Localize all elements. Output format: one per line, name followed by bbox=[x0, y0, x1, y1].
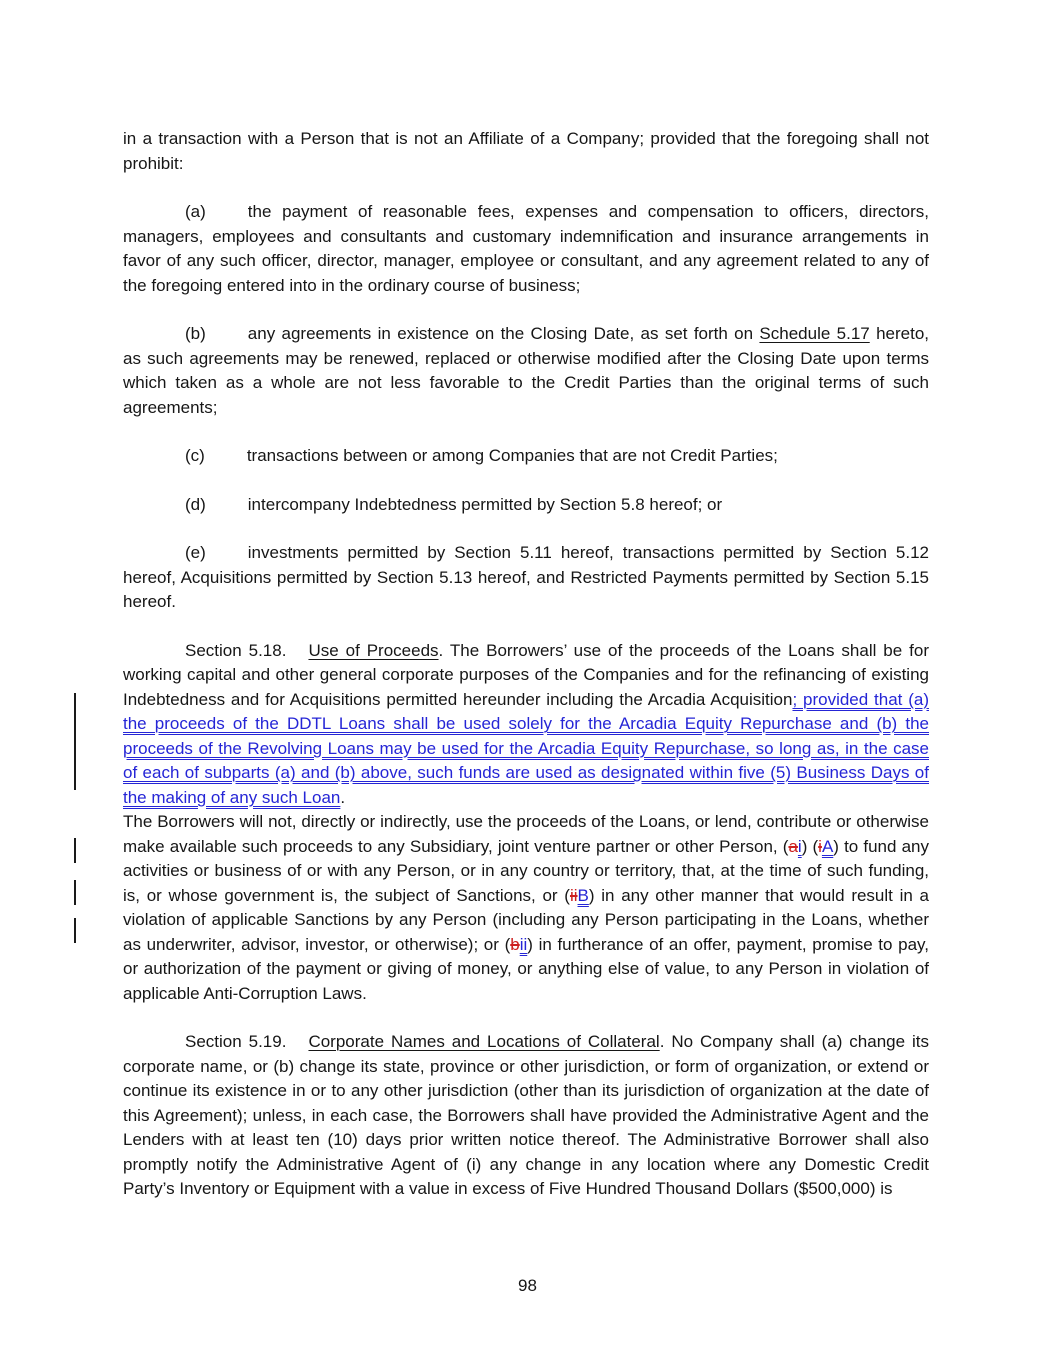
text-run: investments permitted by Section 5.11 hereof, transactions permitted by Section 5.12 hereof, Acquisitions permitted by Section 5.13 hereof, and Restricted Payments permitted by Section 5.15 hereof. bbox=[123, 543, 929, 611]
text-run: . bbox=[340, 787, 346, 807]
text-run: ) ( bbox=[801, 836, 819, 856]
inserted-text: ii bbox=[519, 934, 528, 954]
text-run: Section 5.19. bbox=[185, 1032, 287, 1051]
inserted-text: B bbox=[577, 885, 589, 905]
inserted-text: ; provided that (a) the proceeds of the DDTL Loans shall be used solely for the Arcadia Equity Repurchase and (b) the proceeds of the Revolving Loans may be used for the Arcadia Equity Repurchase, so long as, in the case of each of subparts (a) and (b) above, such funds are used as designated within five (5) Business Days of the making of any such Loan bbox=[123, 689, 929, 807]
paragraph-item-d bbox=[123, 493, 929, 518]
text-run: any agreements in existence on the Closing Date, as set forth on bbox=[247, 324, 760, 343]
text-run: hereto, as such agreements may be renewed, replaced or otherwise modified after the Closing Date upon terms which taken as a whole are not less favorable to the Credit Parties than the original terms of such agreements; bbox=[123, 324, 929, 417]
paragraph-item-c bbox=[123, 444, 929, 469]
inserted-text: A bbox=[821, 836, 834, 856]
deleted-text: b bbox=[510, 934, 520, 954]
text-run: The Borrowers will not, directly or indirectly, use the proceeds of the Loans, or lend, contribute or otherwise make available such proceeds to any Subsidiary, joint venture partner or other Person, ( bbox=[123, 812, 929, 856]
text-run: ) in any other manner that would result in a violation of applicable Sanctions by any Person (including any Person participating in the Loans, whether as underwriter, advisor, investor, or otherwise); or ( bbox=[123, 885, 929, 954]
text-run: (d) bbox=[185, 494, 206, 514]
paragraph-intro bbox=[123, 127, 929, 176]
change-bar bbox=[74, 880, 76, 905]
underlined-text: Corporate Names and Locations of Collateral bbox=[308, 1032, 660, 1051]
text-run: . No Company shall (a) change its corporate name, or (b) change its state, province or other jurisdiction, or form of organization, or extend or continue its existence in or to any other jurisdiction (other than its jurisdiction of organization at the date of this Agreement); unless, in each case, the Borrowers shall have provided the Administrative Agent and the Lenders with at least ten (10) days prior written notice thereof. The Administrative Borrower shall also promptly notify the Administrative Agent of (i) any change in any location where any Domestic Credit Party’s Inventory or Equipment with a value in excess of Five Hundred Thousand Dollars ($500,000) is bbox=[123, 1032, 930, 1198]
text-run: . The Borrowers’ use of the proceeds of the Loans shall be for working capital and other general corporate purposes of the Companies and for the refinancing of existing Indebtedness and for Acquisitions permitted hereunder including the Arcadia Acquisition bbox=[123, 640, 929, 709]
underlined-text: Use of Proceeds bbox=[308, 640, 439, 660]
text-run: the payment of reasonable fees, expenses and compensation to officers, directors, managers, employees and consultants and customary indemnification and insurance arrangements in favor of any such officer, director, manager, employee or consultant, and any agreement related to any of the foregoing entered into in the ordinary course of business; bbox=[123, 202, 929, 295]
document-body bbox=[123, 127, 929, 1202]
text-run: intercompany Indebtedness permitted by Section 5.8 hereof; or bbox=[247, 494, 723, 514]
change-bar bbox=[74, 918, 76, 943]
text-run: (e) bbox=[185, 543, 206, 562]
text-run: ) to fund any activities or business of or with any Person, or in any country or territory, that, at the time of such funding, is, or whose government is, the subject of Sanctions, or ( bbox=[123, 836, 929, 905]
text-run: Section 5.18. bbox=[185, 640, 287, 660]
text-run: (b) bbox=[185, 324, 206, 343]
text-run: in a transaction with a Person that is not an Affiliate of a Company; provided that the foregoing shall not prohibit: bbox=[123, 129, 929, 173]
deleted-text: i bbox=[818, 836, 822, 856]
paragraph-item-b bbox=[123, 322, 929, 420]
page-number: 98 bbox=[518, 1276, 537, 1295]
underlined-text: Schedule 5.17 bbox=[759, 324, 870, 343]
inserted-text: i bbox=[797, 836, 802, 856]
paragraph-item-e bbox=[123, 541, 929, 615]
text-run: transactions between or among Companies that are not Credit Parties; bbox=[246, 446, 778, 465]
text-run: (c) bbox=[185, 446, 205, 465]
change-bar bbox=[74, 838, 76, 863]
deleted-text: ii bbox=[569, 885, 578, 905]
paragraph-item-a bbox=[123, 200, 929, 298]
deleted-text: a bbox=[788, 836, 798, 856]
change-bar bbox=[74, 693, 76, 790]
paragraph-section-5-19 bbox=[123, 1030, 929, 1202]
text-run: (a) bbox=[185, 202, 206, 221]
paragraph-section-5-18 bbox=[123, 639, 929, 1007]
text-run: ) in furtherance of an offer, payment, promise to pay, or authorization of the payment or giving of money, or anything else of value, to any Person in violation of applicable Anti-Corruption Laws. bbox=[123, 934, 929, 1003]
